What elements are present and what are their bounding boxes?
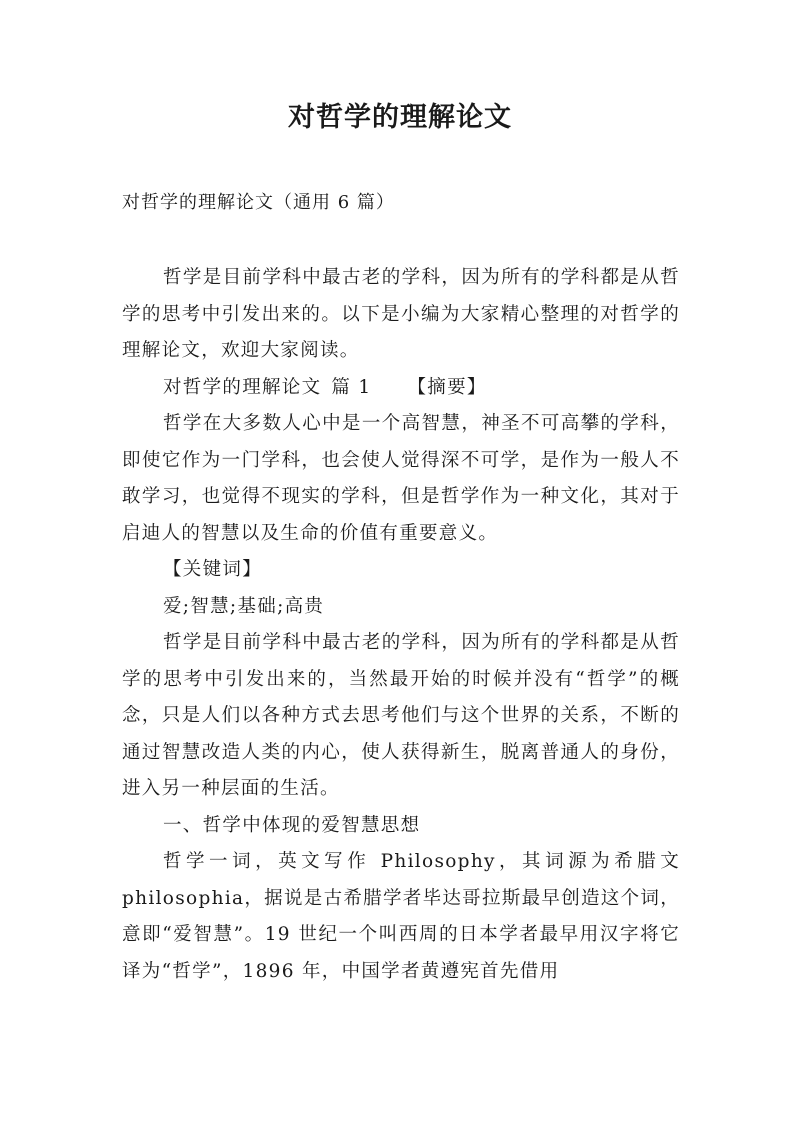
intro-paragraph: 哲学是目前学科中最古老的学科，因为所有的学科都是从哲学的思考中引发出来的。以下是小编为大家精心整理的对哲学的理解论文，欢迎大家阅读。 xyxy=(122,267,680,361)
keywords-paragraph: 爱;智慧;基础;高贵 xyxy=(163,595,325,617)
article-heading-line xyxy=(122,370,680,407)
abstract-label: 【摘要】 xyxy=(407,376,487,398)
article-heading: 对哲学的理解论文 xyxy=(163,376,322,398)
document-body xyxy=(122,260,680,990)
document-subtitle: 对哲学的理解论文（通用 6 篇） xyxy=(122,192,395,213)
abstract-paragraph: 哲学在大多数人心中是一个高智慧，神圣不可高攀的学科，即使它作为一门学科，也会使人觉得深不可学，是作为一般人不敢学习，也觉得不现实的学科，但是哲学作为一种文化，其对于启迪人的智慧以及生命的价值有重要意义。 xyxy=(122,413,680,544)
body-paragraph: 哲学是目前学科中最古老的学科，因为所有的学科都是从哲学的思考中引发出来的，当然最开始的时候并没有“哲学”的概念，只是人们以各种方式去思考他们与这个世界的关系，不断的通过智慧改造人类的内心，使人获得新生，脱离普通人的身份，进入另一种层面的生活。 xyxy=(122,632,680,799)
document-title: 对哲学的理解论文 xyxy=(288,102,512,133)
keywords-label: 【关键词】 xyxy=(163,559,263,580)
section-paragraph: 哲学一词，英文写作 Philosophy，其词源为希腊文philosophia，据说是古希腊学者毕达哥拉斯最早创造这个词，意即“爱智慧”。19 世纪一个叫西周的日本学者最早用汉字将它译为“哲学”，1896 年，中国学者黄遵宪首先借用 xyxy=(122,851,680,982)
article-part: 篇 1 xyxy=(331,376,372,398)
section-heading: 一、哲学中体现的爱智慧思想 xyxy=(163,814,421,836)
